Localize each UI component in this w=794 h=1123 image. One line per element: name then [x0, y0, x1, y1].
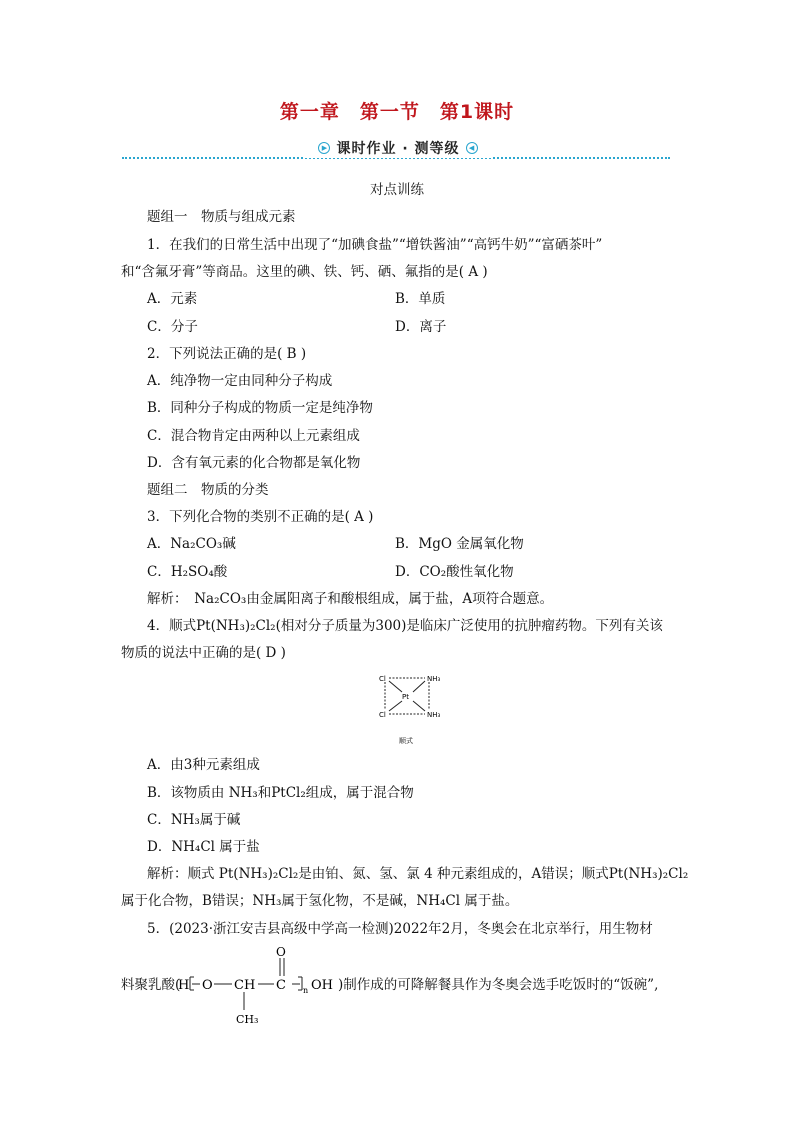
option-c: C．分子: [147, 319, 198, 335]
question-stem: )制作成的可降解餐具作为冬奥会选手吃饭时的“饭碗”,: [338, 977, 659, 993]
question-stem: 物质的说法中正确的是( D ): [121, 645, 286, 661]
atom-label: C: [276, 978, 286, 993]
group-heading: 题组一 物质与组成元素: [147, 209, 296, 225]
atom-label: NH₃: [427, 711, 441, 719]
option-b: B．MgO 金属氧化物: [395, 536, 524, 552]
option-c: C．H₂SO₄酸: [147, 564, 228, 580]
cisplatin-structure-figure: [375, 670, 445, 750]
atom-label: CH: [234, 978, 256, 993]
atom-label: Cl: [379, 675, 386, 683]
section-heading: 对点训练: [370, 182, 424, 198]
question-stem: 和“含氟牙膏”等商品。这里的碘、铁、钙、硒、氟指的是( A ): [121, 264, 488, 280]
analysis-text: 解析：顺式 Pt(NH₃)₂Cl₂是由铂、氮、氢、氯 4 种元素组成的，A错误；顺式Pt(NH₃)₂Cl₂: [147, 866, 689, 882]
atom-label: H: [178, 978, 190, 993]
option-d: D．离子: [395, 319, 447, 335]
question-stem: 料聚乳酸(: [121, 977, 181, 993]
option-b: B．该物质由 NH₃和PtCl₂组成，属于混合物: [147, 785, 414, 801]
option-a: A．Na₂CO₃碱: [147, 536, 236, 552]
homework-banner: [305, 138, 491, 158]
atom-label: O: [202, 978, 213, 993]
option-b: B．同种分子构成的物质一定是纯净物: [147, 400, 373, 416]
question-stem: 4．顺式Pt(NH₃)₂Cl₂(相对分子质量为300)是临床广泛使用的抗肿瘤药物。下列有关该: [147, 618, 663, 634]
option-a: A．纯净物一定由同种分子构成: [147, 373, 333, 389]
subscript-label: n: [303, 986, 309, 995]
option-d: D．含有氧元素的化合物都是氧化物: [147, 455, 361, 471]
question-stem: 3．下列化合物的类别不正确的是( A ): [147, 509, 374, 525]
play-right-icon: ▶: [318, 142, 330, 154]
option-a: A．元素: [147, 291, 198, 307]
figure-caption: 顺式: [399, 737, 413, 745]
question-stem: 1．在我们的日常生活中出现了“加碘食盐”“增铁酱油”“高钙牛奶”“富硒茶叶”: [147, 237, 603, 253]
atom-label: OH: [311, 978, 333, 993]
option-b: B．单质: [395, 291, 446, 307]
page-title: 第一章 第一节 第1课时: [279, 101, 515, 123]
option-c: C．NH₃属于碱: [147, 812, 241, 828]
option-a: A．由3种元素组成: [147, 757, 260, 773]
analysis-text: 解析： Na₂CO₃由金属阳离子和酸根组成，属于盐，A项符合题意。: [147, 591, 554, 607]
play-left-icon: ◀: [466, 142, 478, 154]
atom-label: Pt: [402, 693, 409, 701]
atom-label: Cl: [379, 711, 386, 719]
polylactic-acid-structure: [178, 944, 338, 1026]
question-stem: 2．下列说法正确的是( B ): [147, 346, 307, 362]
analysis-text: 属于化合物，B错误；NH₃属于氢化物，不是碱，NH₄Cl 属于盐。: [121, 893, 519, 909]
banner-label: 课时作业 · 测等级: [336, 141, 460, 157]
atom-label: CH₃: [236, 1013, 259, 1026]
option-c: C．混合物肯定由两种以上元素组成: [147, 428, 360, 444]
option-d: D．CO₂酸性氧化物: [395, 564, 514, 580]
question-stem: 5．(2023·浙江安吉县高级中学高一检测)2022年2月，冬奥会在北京举行，用生物材: [147, 921, 653, 937]
atom-label: O: [276, 945, 286, 959]
atom-label: NH₃: [427, 675, 441, 683]
option-d: D．NH₄Cl 属于盐: [147, 839, 260, 855]
group-heading: 题组二 物质的分类: [147, 482, 269, 498]
